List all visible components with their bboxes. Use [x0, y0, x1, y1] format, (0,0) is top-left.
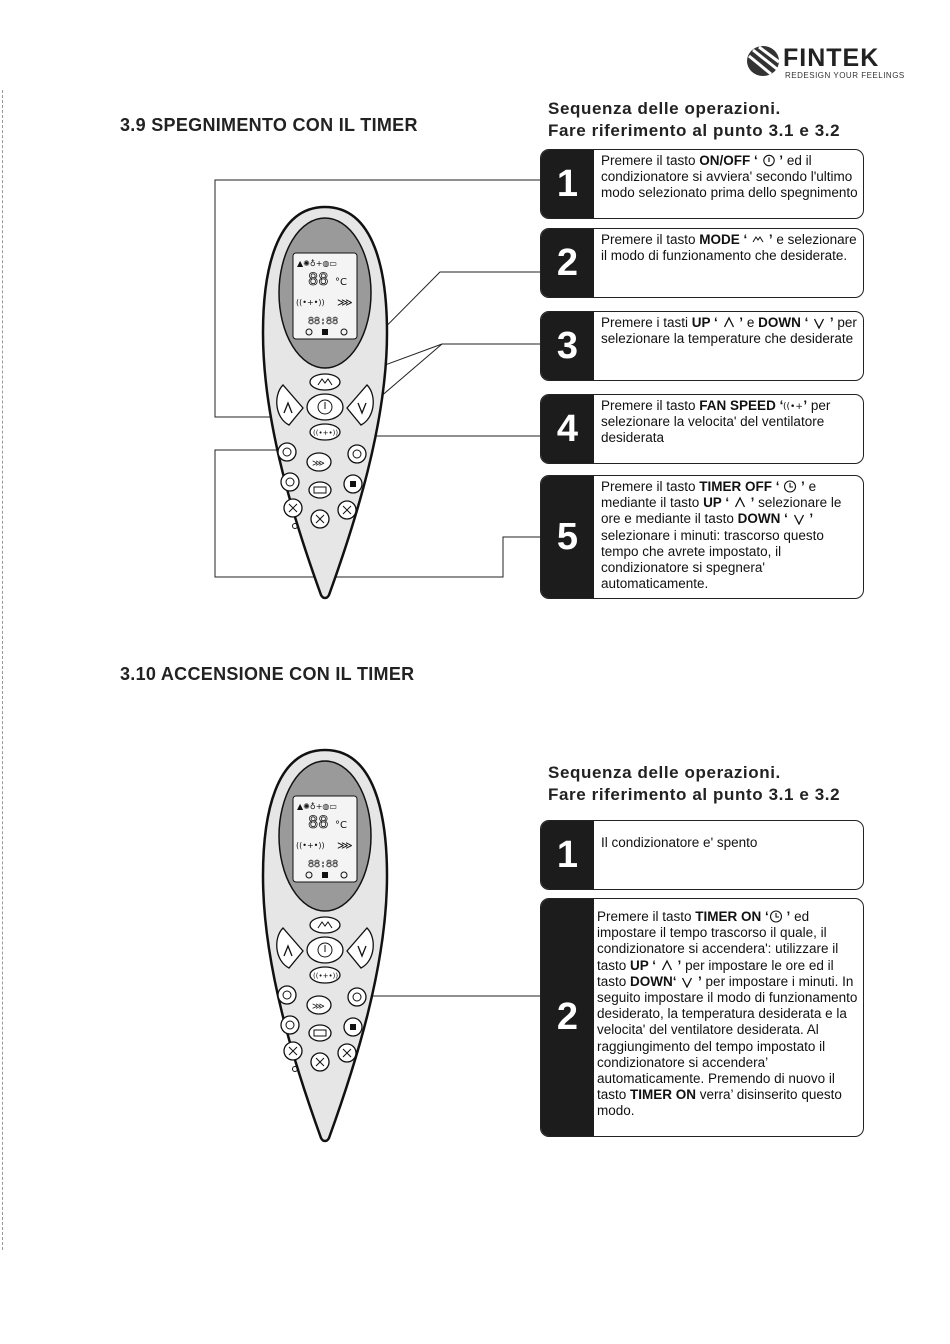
step-key-name: TIMER ON [630, 1087, 697, 1103]
step-key-name: ’ [673, 957, 682, 973]
step-key-name: ’ [694, 973, 702, 989]
lcd-sleep-icon [322, 329, 328, 335]
step-text-run: e [743, 315, 759, 330]
svg-text:((•+•)): ((•+•)) [313, 429, 339, 437]
step-text-run: Premere il tasto [597, 909, 696, 924]
sequence-line: Fare riferimento al punto 3.1 e 3.2 [548, 785, 841, 804]
step-text-run: ed impostare il tempo trascorso il quale, il condizionatore si accendera': utilizzare il tasto [597, 909, 839, 973]
mode-button [310, 374, 340, 390]
step-text-run: Il condizionatore e' spento [601, 835, 758, 850]
sequence-line: Sequenza delle operazioni. [548, 99, 781, 118]
step-key-name: ’ [797, 479, 805, 494]
clock-button [281, 1016, 299, 1034]
step-key-name: ’ [826, 315, 834, 330]
timer-on-button [348, 445, 366, 463]
step-text-run: Premere il tasto [601, 479, 700, 494]
svg-text:⋙: ⋙ [312, 459, 325, 469]
step-text-run: per selezionare la temperature che desiderate [601, 315, 857, 347]
step-text-run: Premere il tasto [601, 232, 700, 247]
step-text-run: Premere il tasto [601, 153, 700, 168]
step-key-name: UP ‘ [630, 957, 660, 973]
turbo-button [309, 482, 331, 498]
step-text-run: Premere il tasto [601, 398, 700, 413]
step-text-run: per selezionare la velocita' del ventilatore desiderata [601, 398, 831, 446]
brand-name: FINTEK [783, 44, 880, 72]
timer-off-button [278, 443, 296, 461]
step-key-name: MODE ‘ [699, 232, 752, 247]
step-text-run: verra’ disinserito questo modo. [597, 1087, 842, 1119]
turbo-button [309, 1025, 331, 1041]
step-key-name: UP ‘ [703, 495, 733, 511]
step-key-name: ’ [735, 315, 744, 330]
step-number: 4 [541, 395, 594, 463]
step-text-run: per impostare i minuti. In seguito impostare il modo di funzionamento desiderato, la temperatura desiderata e la velocita' del ventilatore desiderata. Al raggiungimento del tempo impostato il condizionatore si accendera’ automaticamente. Premendo di nuovo il tasto [597, 973, 858, 1103]
step-key-name: ’ [746, 495, 755, 511]
lcd-temp-unit: °C [335, 820, 347, 831]
step-text-run: Premere i tasti [601, 315, 692, 330]
lcd-sleep-icon [322, 872, 328, 878]
lcd-fan-indicator: ((•+•)) [296, 298, 325, 307]
step-number: 2 [541, 229, 594, 297]
step-text-run: e mediante il tasto [601, 479, 817, 511]
lcd-clock-digits: 88:88 [308, 859, 339, 870]
svg-text:((•+•)): ((•+ [783, 402, 804, 412]
step-key-name: ’ [803, 398, 808, 413]
step-key-name: TIMER OFF ‘ [699, 479, 784, 494]
mode-button [310, 917, 340, 933]
lcd-mode-icons: ▲✺♁+◍▭ [297, 802, 337, 811]
step-number: 2 [541, 899, 594, 1136]
step-number: 1 [541, 150, 594, 218]
step-key-name: ON/OFF ‘ [699, 153, 762, 168]
step-key-name: UP ‘ [691, 315, 722, 330]
step-number: 3 [541, 312, 594, 380]
svg-text:((•+•)): ((•+•)) [313, 972, 339, 980]
step-key-name: ’ [765, 232, 773, 247]
lcd-fan-indicator: ((•+•)) [296, 841, 325, 850]
lcd-swing-icon: ⋙ [337, 839, 353, 852]
section-title-3-10: 3.10 ACCENSIONE CON IL TIMER [120, 664, 415, 684]
timer-on-button [348, 988, 366, 1006]
lcd-mode-icons: ▲✺♁+◍▭ [297, 259, 337, 268]
step-text-run: selezionare le ore e mediante il tasto [601, 495, 842, 527]
step-key-name: TIMER ON ‘ [695, 909, 769, 924]
brand-tagline: REDESIGN YOUR FEELINGS [785, 71, 905, 80]
step-number: 5 [541, 476, 594, 598]
sequence-line: Fare riferimento al punto 3.1 e 3.2 [548, 121, 841, 140]
step-key-name: FAN SPEED ‘ [699, 398, 784, 413]
step-key-name: ’ [775, 153, 784, 168]
section-title-3-9: 3.9 SPEGNIMENTO CON IL TIMER [120, 115, 418, 135]
step-text-run: per impostare le ore ed il tasto [597, 957, 834, 989]
svg-text:⋙: ⋙ [312, 1002, 325, 1012]
step-key-name: ’ [805, 511, 814, 527]
remote-control-illustration [255, 203, 395, 603]
step-key-name: ’ [782, 909, 791, 924]
step-text-run: ed il condizionatore si avviera' secondo l'ultimo modo selezionato prima dello spegnimento [601, 153, 858, 201]
lcd-temp-digits: 88 [308, 270, 329, 290]
step-text-run: selezionare i minuti: trascorso questo tempo che avrete impostato, il condizionatore si spegnera' automaticamente. [601, 527, 824, 592]
lcd-temp-digits: 88 [308, 813, 329, 833]
step-key-name: DOWN‘ [630, 973, 681, 989]
step-text-run: e selezionare il modo di funzionamento che desiderate. [601, 232, 857, 264]
timer-off-button [278, 986, 296, 1004]
step-key-name: DOWN ‘ [758, 315, 813, 330]
lcd-swing-icon: ⋙ [337, 296, 353, 309]
sequence-line: Sequenza delle operazioni. [548, 763, 781, 782]
lcd-temp-unit: °C [335, 277, 347, 288]
clock-button [281, 473, 299, 491]
lcd-clock-digits: 88:88 [308, 316, 339, 327]
remote-control-illustration [255, 746, 395, 1146]
step-key-name: DOWN ‘ [737, 511, 792, 527]
step-number: 1 [541, 821, 594, 889]
